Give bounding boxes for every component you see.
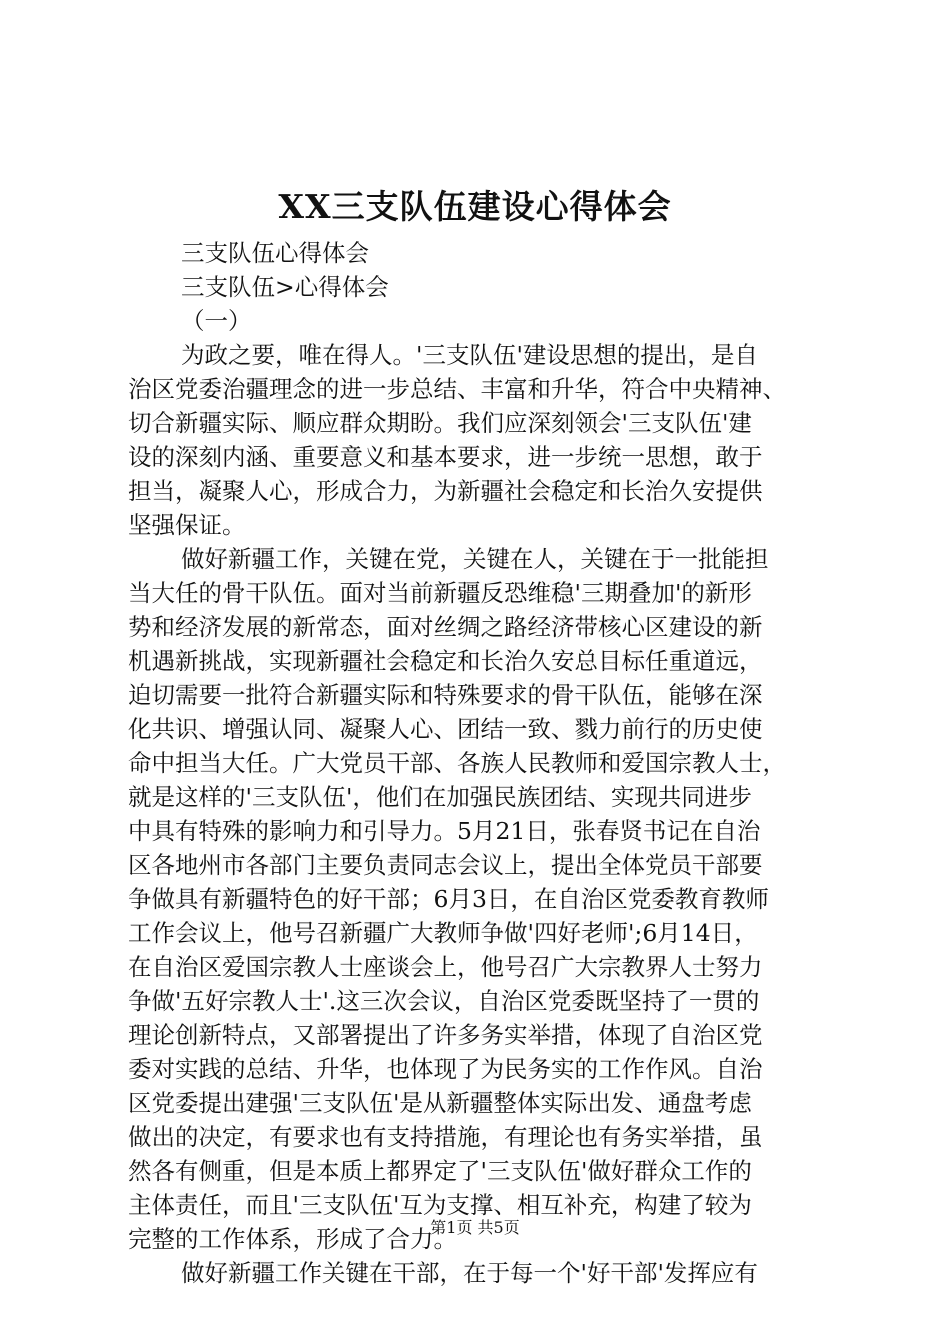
document-body bbox=[128, 236, 832, 1290]
body-line: 当大任的骨干队伍。面对当前新疆反恐维稳'三期叠加'的新形 bbox=[128, 579, 752, 607]
body-line: 机遇新挑战，实现新疆社会稳定和长治久安总目标任重道远， bbox=[128, 647, 763, 675]
page-number-footer: 第1页 共5页 bbox=[430, 1218, 520, 1237]
body-line: 担当，凝聚人心，形成合力，为新疆社会稳定和长治久安提供 bbox=[128, 477, 763, 505]
body-line: 然各有侧重，但是本质上都界定了'三支队伍'做好群众工作的 bbox=[128, 1157, 752, 1185]
body-line: 三支队伍>心得体会 bbox=[181, 273, 389, 301]
body-line: 化共识、增强认同、凝聚人心、团结一致、戮力前行的历史使 bbox=[128, 715, 763, 743]
body-line: 争做'五好宗教人士'.这三次会议，自治区党委既坚持了一贯的 bbox=[128, 987, 760, 1015]
body-line: 三支队伍心得体会 bbox=[181, 239, 369, 267]
body-line: 争做具有新疆特色的好干部；6月3日，在自治区党委教育教师 bbox=[128, 885, 769, 913]
body-line: 切合新疆实际、顺应群众期盼。我们应深刻领会'三支队伍'建 bbox=[128, 409, 752, 437]
body-line: 理论创新特点，又部署提出了许多务实举措，体现了自治区党 bbox=[128, 1021, 763, 1049]
body-line: 做好新疆工作关键在干部，在于每一个'好干部'发挥应有 bbox=[181, 1259, 758, 1287]
body-line: 治区党委治疆理念的进一步总结、丰富和升华，符合中央精神、 bbox=[128, 375, 786, 403]
body-line: 做好新疆工作，关键在党，关键在人，关键在于一批能担 bbox=[181, 545, 769, 573]
body-line: 区各地州市各部门主要负责同志会议上，提出全体党员干部要 bbox=[128, 851, 763, 879]
body-line: 为政之要，唯在得人。'三支队伍'建设思想的提出，是自 bbox=[181, 341, 758, 369]
body-line: 迫切需要一批符合新疆实际和特殊要求的骨干队伍，能够在深 bbox=[128, 681, 763, 709]
body-line: 做出的决定，有要求也有支持措施，有理论也有务实举措，虽 bbox=[128, 1123, 763, 1151]
document-title: XX三支队伍建设心得体会 bbox=[278, 187, 672, 226]
body-line: 工作会议上，他号召新疆广大教师争做'四好老师';6月14日， bbox=[128, 919, 758, 947]
body-line: 区党委提出建强'三支队伍'是从新疆整体实际出发、通盘考虑 bbox=[128, 1089, 752, 1117]
body-line: 就是这样的'三支队伍'，他们在加强民族团结、实现共同进步 bbox=[128, 783, 752, 811]
body-line: 势和经济发展的新常态，面对丝绸之路经济带核心区建设的新 bbox=[128, 613, 763, 641]
body-line: 在自治区爱国宗教人士座谈会上，他号召广大宗教界人士努力 bbox=[128, 953, 763, 981]
body-line: 命中担当大任。广大党员干部、各族人民教师和爱国宗教人士， bbox=[128, 749, 786, 777]
body-line: 中具有特殊的影响力和引导力。5月21日，张春贤书记在自治 bbox=[128, 817, 761, 845]
body-line: 坚强保证。 bbox=[128, 511, 246, 539]
body-line: 完整的工作体系，形成了合力。 bbox=[128, 1225, 457, 1253]
body-line: 委对实践的总结、升华，也体现了为民务实的工作作风。自治 bbox=[128, 1055, 763, 1083]
body-line: （一） bbox=[181, 307, 252, 335]
body-line: 主体责任，而且'三支队伍'互为支撑、相互补充，构建了较为 bbox=[128, 1191, 752, 1219]
body-line: 设的深刻内涵、重要意义和基本要求，进一步统一思想，敢于 bbox=[128, 443, 763, 471]
